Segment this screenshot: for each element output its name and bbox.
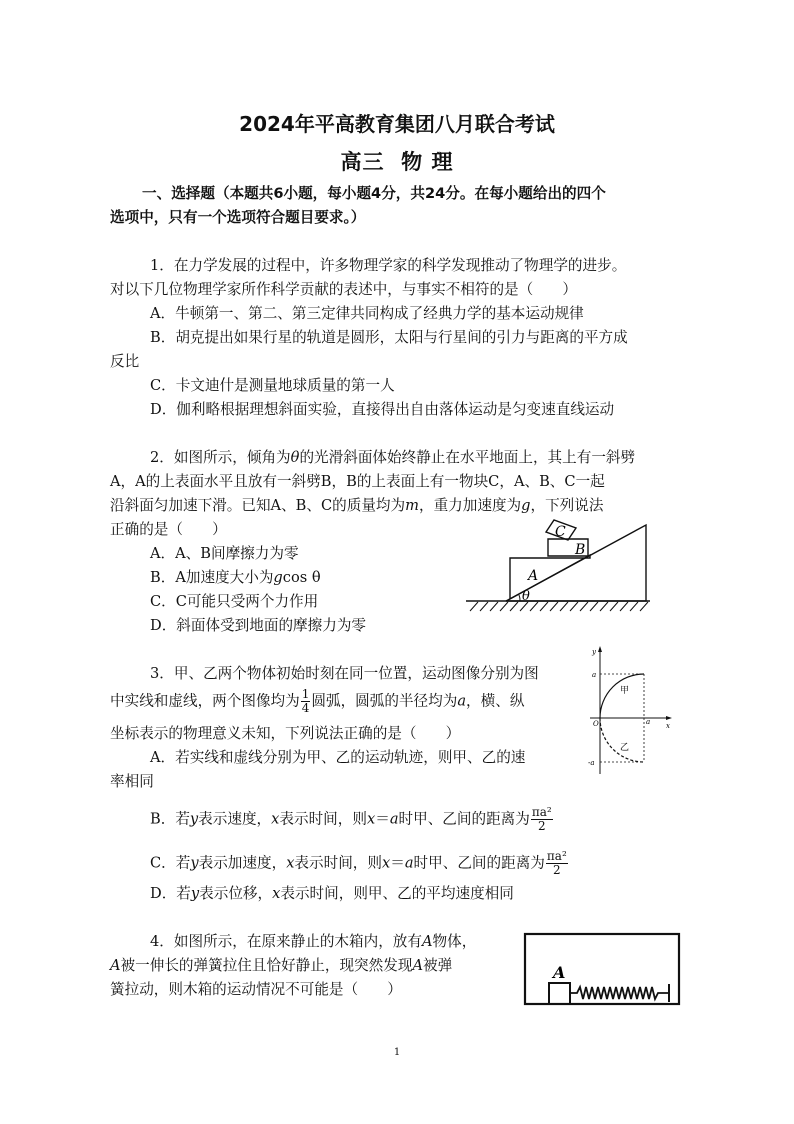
q3-arc-graph (588, 644, 674, 776)
c-fraction: $\frac{\text{πa²}}{2}$ (546, 849, 567, 877)
q4-box-figure (519, 930, 685, 1008)
q2-option-b: B．A加速度大小为gcos θ (150, 569, 321, 586)
q1-option-b-line2: 反比 (110, 353, 140, 370)
axis-x-label: x (666, 722, 670, 730)
label-b: B (575, 542, 586, 558)
q3-option-a-line1: A．若实线和虚线分别为甲、乙的运动轨迹，则甲、乙的速 (150, 749, 526, 766)
q2-stem-line1: 2．如图所示，倾角为θ的光滑斜面体始终静止在水平地面上，其上有一斜劈 (150, 449, 636, 466)
q3-stem-line3: 坐标表示的物理意义未知，下列说法正确的是（ ） (110, 725, 461, 742)
q2-option-a: A．A、B间摩擦力为零 (150, 545, 299, 562)
q2-option-d: D．斜面体受到地面的摩擦力为零 (150, 617, 367, 634)
b-fraction: $\frac{\text{πa²}}{2}$ (531, 805, 552, 833)
page-number: 1 (393, 1047, 401, 1058)
q3-stem-line1: 3．甲、乙两个物体初始时刻在同一位置，运动图像分别为图 (150, 665, 539, 682)
q2-stem-line4: 正确的是（ ） (110, 521, 227, 538)
exam-subtitle: 高三 物 理 (340, 150, 454, 174)
section-heading-line1: 一、选择题（本题共6小题，每小题4分，共24分。在每小题给出的四个 (142, 185, 606, 202)
q1-option-d: D．伽利略根据理想斜面实验，直接得出自由落体运动是匀变速直线运动 (150, 401, 615, 418)
q2-stem-line3: 沿斜面匀加速下滑。已知A、B、C的质量均为m，重力加速度为g，下列说法 (110, 497, 604, 514)
q3-option-d: D．若y表示位移，x表示时间，则甲、乙的平均速度相同 (150, 885, 514, 902)
jia-solid-arc (600, 674, 644, 718)
tick-a-right: a (646, 718, 651, 726)
object-a (549, 983, 570, 1004)
yi-dashed-arc (600, 718, 644, 762)
q4-stem-line2: A被一伸长的弹簧拉住且恰好静止，现突然发现A被弹 (110, 957, 453, 974)
q3-option-b: B．若y表示速度，x表示时间，则x＝a时甲、乙间的距离为 $\frac{\text{πa²}}{2}$ (150, 805, 552, 833)
exam-title: 2024年平高教育集团八月联合考试 (239, 112, 555, 136)
q2-option-c: C．C可能只受两个力作用 (150, 593, 319, 610)
quarter-fraction: $\frac{1}{4}$ (301, 687, 310, 715)
label-theta: θ (522, 589, 530, 604)
q2-stem-line2: A，A的上表面水平且放有一斜劈B，B的上表面上有一物块C，A、B、C一起 (110, 473, 605, 490)
object-a-label: A (553, 963, 566, 982)
yi-label: 乙 (620, 743, 630, 753)
origin-label: O (593, 720, 599, 728)
q3-option-a-line2: 率相同 (110, 773, 154, 790)
jia-label: 甲 (620, 686, 630, 696)
axis-y-label: y (592, 648, 596, 656)
q1-option-a: A．牛顿第一、第二、第三定律共同构成了经典力学的基本运动规律 (150, 305, 584, 322)
q3-stem-line2: 中实线和虚线，两个图像均为 $\frac{1}{4}$ 圆弧，圆弧的半径均为a，横、纵 (110, 687, 525, 715)
tick-a-top: a (592, 671, 597, 679)
label-c: C (555, 524, 566, 540)
q1-option-b-line1: B．胡克提出如果行星的轨道是圆形，太阳与行星间的引力与距离的平方成 (150, 329, 628, 346)
spring (570, 987, 669, 999)
tick-neg-a: -a (588, 759, 595, 767)
section-heading-line2: 选项中，只有一个选项符合题目要求。） (110, 209, 366, 226)
q2-incline-figure (462, 515, 658, 613)
q1-stem-line1: 1．在力学发展的过程中，许多物理学家的科学发现推动了物理学的进步。 (150, 257, 627, 274)
q1-stem-line2: 对以下几位物理学家所作科学贡献的表述中，与事实不相符的是（ ） (110, 281, 578, 298)
q4-stem-line1: 4．如图所示，在原来静止的木箱内，放有A物体， (150, 933, 477, 950)
q4-stem-line3: 簧拉动，则木箱的运动情况不可能是（ ） (110, 981, 402, 998)
q1-option-c: C．卡文迪什是测量地球质量的第一人 (150, 377, 395, 394)
label-a: A (528, 568, 539, 584)
q3-option-c: C．若y表示加速度，x表示时间，则x＝a时甲、乙间的距离为 $\frac{\text{πa²}}{2}$ (150, 849, 567, 877)
